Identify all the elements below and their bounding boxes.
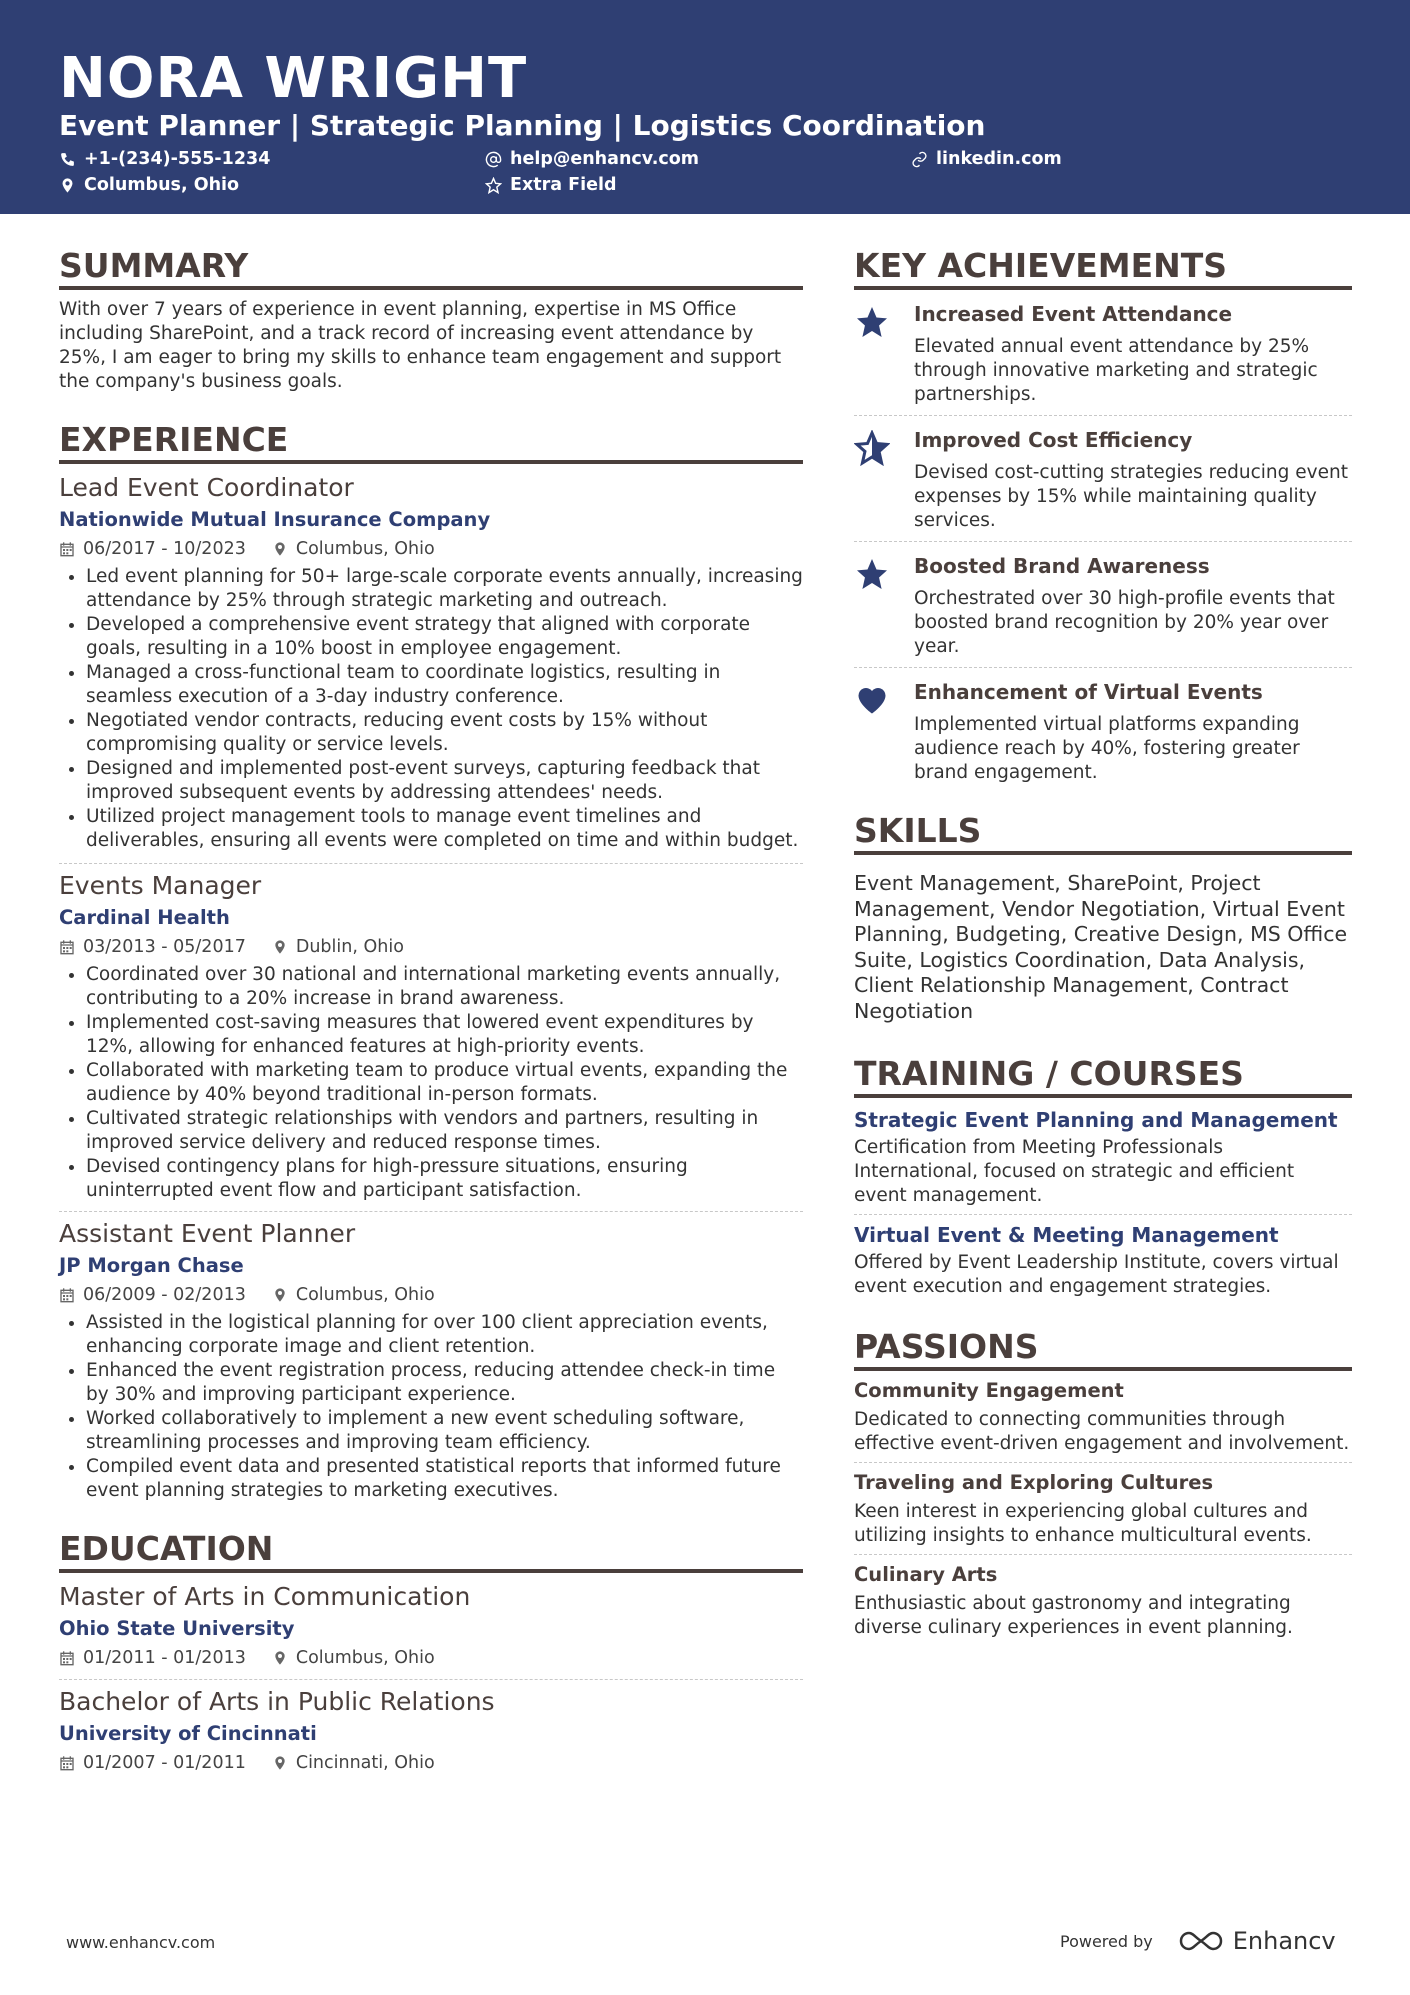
extra-field-text: Extra Field — [510, 175, 617, 195]
link-icon — [911, 151, 928, 168]
calendar-icon — [59, 1650, 75, 1666]
bullet-item: • Enhanced the event registration process, reducing attendee check-in time by 30% and improving participant experience. — [86, 1359, 803, 1407]
contact-location — [59, 173, 239, 197]
bullet-item: • Cultivated strategic relationships with vendors and partners, resulting in improved service delivery and reduced response times. — [86, 1107, 803, 1155]
education-location: Cincinnati, Ohio — [295, 1753, 435, 1773]
achievement-text: Devised cost-cutting strategies reducing event expenses by 15% while maintaining quality services. — [914, 462, 1348, 531]
course-text: Certification from Meeting Professionals International, focused on strategic and efficient event management. — [854, 1137, 1295, 1206]
bullet-item: • Compiled event data and presented statistical reports that informed future event planning strategies to marketing executives. — [86, 1455, 803, 1503]
star-filled-icon — [854, 304, 890, 340]
left-column — [59, 214, 803, 1776]
degree-title: Bachelor of Arts in Public Relations — [59, 1687, 495, 1716]
star-outline-icon — [485, 177, 502, 194]
job-location: Dublin, Ohio — [295, 937, 404, 957]
contact-extra — [485, 173, 617, 197]
contact-email[interactable] — [485, 147, 699, 171]
job-dates: 06/2017 - 10/2023 — [83, 539, 246, 559]
job-meta — [59, 536, 803, 562]
job-location: Columbus, Ohio — [295, 539, 435, 559]
bullet-item: • Designed and implemented post-event surveys, capturing feedback that improved subsequent events by addressing attendees' needs. — [86, 757, 803, 805]
calendar-icon — [59, 1755, 75, 1771]
summary-section — [59, 246, 803, 394]
heart-icon — [854, 682, 890, 718]
bullet-item: • Developed a comprehensive event strategy that aligned with corporate goals, resulting in a 10% boost in employee engagement. — [86, 613, 803, 661]
passion-title: Culinary Arts — [854, 1563, 998, 1586]
passion-item — [854, 1463, 1352, 1555]
phone-icon — [59, 151, 76, 168]
job-bullets — [59, 565, 803, 853]
education-entry — [59, 1680, 803, 1776]
right-column — [854, 214, 1352, 1640]
company-name: JP Morgan Chase — [59, 1254, 244, 1277]
achievement-item — [854, 416, 1352, 542]
contact-phone — [59, 147, 270, 171]
education-entry — [59, 1573, 803, 1680]
location-pin-icon — [272, 541, 288, 557]
job-title: Events Manager — [59, 871, 262, 900]
bullet-item: • Worked collaboratively to implement a new event scheduling software, streamlining processes and improving team efficiency. — [86, 1407, 803, 1455]
achievement-title: Increased Event Attendance — [914, 302, 1233, 326]
bullet-item: • Devised contingency plans for high-pressure situations, ensuring uninterrupted event flow and participant satisfaction. — [86, 1155, 803, 1203]
location-pin-icon — [272, 1755, 288, 1771]
job-entry — [59, 464, 803, 864]
job-dates: 06/2009 - 02/2013 — [83, 1285, 246, 1305]
star-outline-icon — [854, 430, 890, 466]
education-location: Columbus, Ohio — [295, 1648, 435, 1668]
candidate-name: NORA WRIGHT — [59, 46, 528, 111]
company-name: Cardinal Health — [59, 906, 230, 929]
education-dates: 01/2007 - 01/2011 — [83, 1753, 246, 1773]
achievements-section — [854, 246, 1352, 785]
education-dates: 01/2011 - 01/2013 — [83, 1648, 246, 1668]
passions-section — [854, 1327, 1352, 1640]
achievement-item — [854, 542, 1352, 668]
powered-by-text: Powered by — [1060, 1931, 1153, 1951]
achievement-title: Enhancement of Virtual Events — [914, 680, 1263, 704]
education-meta — [59, 1750, 803, 1776]
training-section — [854, 1054, 1352, 1299]
bullet-item: • Managed a cross-functional team to coordinate logistics, resulting in seamless execution of a 3-day industry conference. — [86, 661, 803, 709]
candidate-title: Event Planner | Strategic Planning | Logistics Coordination — [59, 109, 986, 142]
linkedin-text[interactable]: linkedin.com — [936, 149, 1062, 169]
achievement-title: Improved Cost Efficiency — [914, 428, 1193, 452]
section-heading: SKILLS — [854, 811, 1352, 855]
job-bullets — [59, 1311, 803, 1503]
location-text: Columbus, Ohio — [84, 175, 240, 195]
experience-section — [59, 420, 803, 1503]
resume-header — [0, 0, 1410, 214]
course-item — [854, 1098, 1352, 1215]
bullet-item: • Assisted in the logistical planning for over 100 client appreciation events, enhancing corporate image and client retention. — [86, 1311, 803, 1359]
job-location: Columbus, Ohio — [295, 1285, 435, 1305]
company-name: Nationwide Mutual Insurance Company — [59, 508, 491, 531]
job-title: Lead Event Coordinator — [59, 473, 354, 502]
skills-list: Event Management, SharePoint, Project Management, Vendor Negotiation, Virtual Event Planning, Budgeting, Creative Design, MS Office Suite, Logistics Coordination, Data Analysis, Client Relationship Management, Contract Negotiation — [854, 871, 1348, 1023]
course-title: Virtual Event & Meeting Management — [854, 1223, 1279, 1247]
contact-linkedin[interactable] — [911, 147, 1062, 171]
location-pin-icon — [272, 1650, 288, 1666]
school-name: Ohio State University — [59, 1617, 295, 1640]
bullet-item: • Implemented cost-saving measures that lowered event expenditures by 12%, allowing for enhanced features at high-priority events. — [86, 1011, 803, 1059]
section-heading: KEY ACHIEVEMENTS — [854, 246, 1352, 290]
calendar-icon — [59, 1287, 75, 1303]
achievement-item — [854, 668, 1352, 785]
section-heading: TRAINING / COURSES — [854, 1054, 1352, 1098]
course-item — [854, 1215, 1352, 1299]
bullet-item: • Led event planning for 50+ large-scale corporate events annually, increasing attendance by 25% through strategic marketing and outreach. — [86, 565, 803, 613]
star-filled-icon — [854, 556, 890, 592]
passion-title: Traveling and Exploring Cultures — [854, 1471, 1214, 1494]
email-text[interactable]: help@enhancv.com — [510, 149, 700, 169]
section-heading: PASSIONS — [854, 1327, 1352, 1371]
calendar-icon — [59, 541, 75, 557]
calendar-icon — [59, 939, 75, 955]
section-heading: SUMMARY — [59, 246, 803, 290]
degree-title: Master of Arts in Communication — [59, 1582, 471, 1611]
passion-text: Keen interest in experiencing global cultures and utilizing insights to enhance multicultural events. — [854, 1501, 1312, 1546]
achievement-item — [854, 290, 1352, 416]
section-heading: EDUCATION — [59, 1529, 803, 1573]
bullet-item: • Utilized project management tools to manage event timelines and deliverables, ensuring all events were completed on time and within budget. — [86, 805, 803, 853]
course-title: Strategic Event Planning and Management — [854, 1108, 1338, 1132]
passion-text: Enthusiastic about gastronomy and integrating diverse culinary experiences in event planning. — [854, 1593, 1293, 1638]
phone-text: +1-(234)-555-1234 — [84, 149, 271, 169]
summary-text: With over 7 years of experience in event planning, expertise in MS Office including SharePoint, and a track record of increasing event attendance by 25%, I am eager to bring my skills to enhance team engagement and support the company's business goals. — [59, 299, 782, 392]
passion-text: Dedicated to connecting communities through effective event-driven engagement and involvement. — [854, 1409, 1350, 1454]
job-meta — [59, 934, 803, 960]
brand-name: Enhancv — [1232, 1927, 1336, 1955]
passion-item — [854, 1371, 1352, 1463]
bullet-item: • Coordinated over 30 national and international marketing events annually, contributing to a 20% increase in brand awareness. — [86, 963, 803, 1011]
footer-branding — [1060, 1927, 1336, 1955]
achievement-text: Orchestrated over 30 high-profile events that boosted brand recognition by 20% year over year. — [914, 588, 1335, 657]
passion-item — [854, 1555, 1352, 1640]
location-pin-icon — [272, 1287, 288, 1303]
job-bullets — [59, 963, 803, 1203]
job-entry — [59, 1212, 803, 1503]
location-pin-icon — [272, 939, 288, 955]
section-heading: EXPERIENCE — [59, 420, 803, 464]
course-text: Offered by Event Leadership Institute, covers virtual event execution and engagement strategies. — [854, 1252, 1339, 1297]
job-title: Assistant Event Planner — [59, 1219, 356, 1248]
bullet-item: • Negotiated vendor contracts, reducing event costs by 15% without compromising quality or service levels. — [86, 709, 803, 757]
skills-section — [854, 811, 1352, 1024]
school-name: University of Cincinnati — [59, 1722, 317, 1745]
at-sign-icon — [485, 151, 502, 168]
job-dates: 03/2013 - 05/2017 — [83, 937, 246, 957]
job-entry — [59, 864, 803, 1212]
footer-website[interactable]: www.enhancv.com — [66, 1933, 216, 1952]
achievement-text: Implemented virtual platforms expanding audience reach by 40%, fostering greater brand engagement. — [914, 714, 1300, 783]
enhancv-logo-icon — [1177, 1929, 1225, 1953]
achievement-text: Elevated annual event attendance by 25% through innovative marketing and strategic partnerships. — [914, 336, 1318, 405]
education-meta — [59, 1645, 803, 1671]
job-meta — [59, 1282, 803, 1308]
education-section — [59, 1529, 803, 1776]
passion-title: Community Engagement — [854, 1379, 1124, 1402]
bullet-item: • Collaborated with marketing team to produce virtual events, expanding the audience by 40% beyond traditional in-person formats. — [86, 1059, 803, 1107]
achievement-title: Boosted Brand Awareness — [914, 554, 1210, 578]
location-pin-icon — [59, 177, 76, 194]
